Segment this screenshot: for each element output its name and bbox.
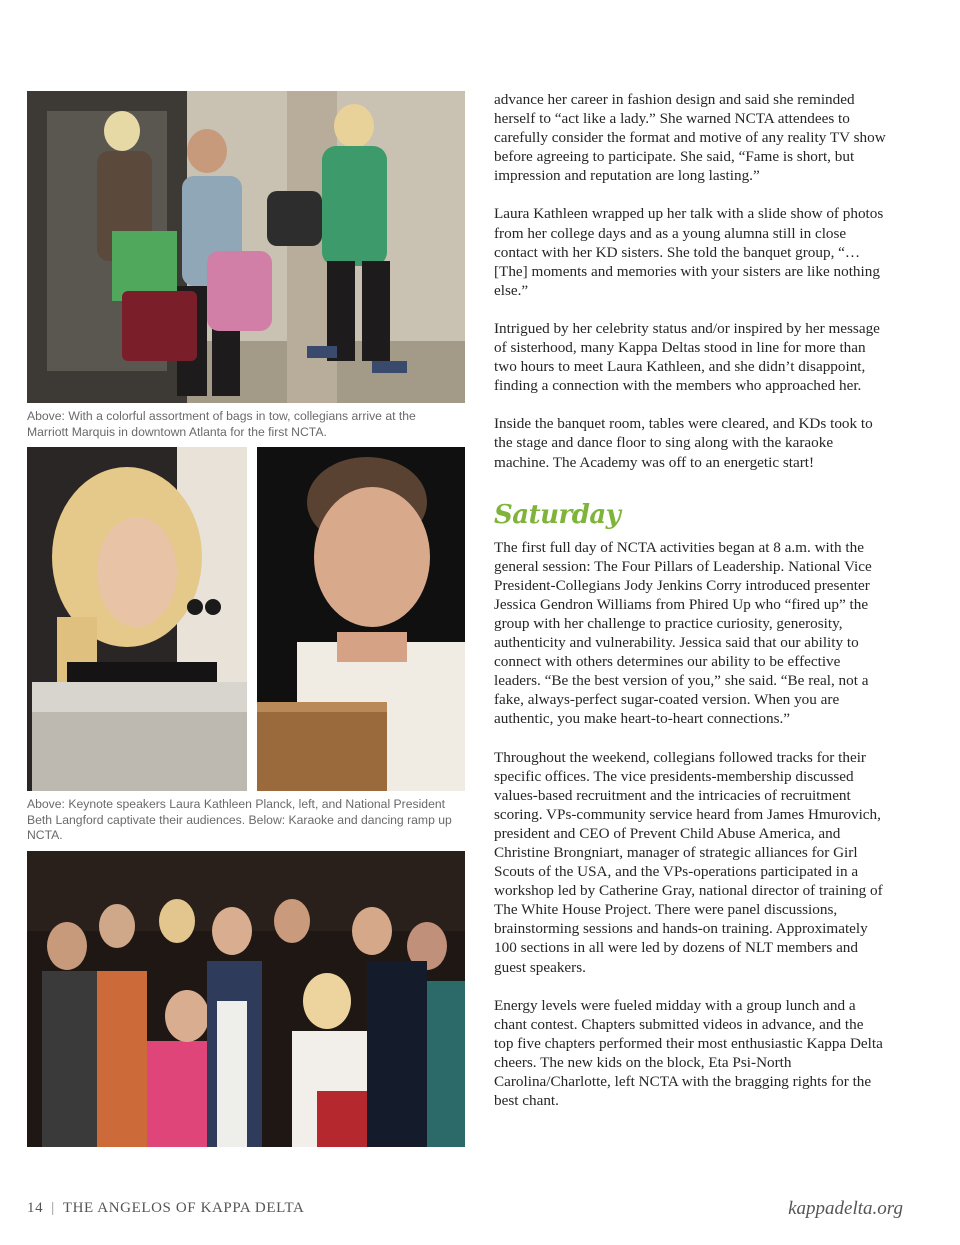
section-heading-saturday: Saturday (494, 499, 621, 530)
page-number: 14 (27, 1200, 44, 1216)
arrival-photo (27, 91, 465, 403)
article-paragraph: Energy levels were fueled midday with a group lunch and a chant contest. Chapters submitted videos in advance, and the top five chapters performed their most enthusiastic Kappa Delta cheers. The new kids on the block, Eta Psi-North Carolina/Charlotte, left NCTA with the bragging rights for the best chant. (494, 996, 883, 1110)
article-paragraph: Inside the banquet room, tables were cleared, and KDs took to the stage and dance floor to sing along with the karaoke machine. The Academy was off to an energetic start! (494, 415, 873, 471)
article-column (494, 90, 886, 1110)
arrival-caption: Above: With a colorful assortment of bags in tow, collegians arrive at the Marriott Marquis in downtown Atlanta for the first NCTA. (27, 409, 416, 439)
laura-photo (27, 447, 247, 791)
footer-divider: | (51, 1200, 55, 1216)
article-paragraph: advance her career in fashion design and said she reminded herself to “act like a lady.” She warned NCTA attendees to carefully consider the format and motive of any reality TV show before agreeing to participate. She said, “Fame is short, but impression and reputation are long lasting.” (494, 91, 886, 185)
karaoke-photo (27, 851, 465, 1147)
website-link[interactable]: kappadelta.org (788, 1198, 903, 1219)
article-paragraph: The first full day of NCTA activities began at 8 a.m. with the general session: The Four Pillars of Leadership. National Vice President-Collegians Jody Jenkins Corry introduced presenter Jessica Gendron Williams from Phired Up who “fired up” the group with her challenge to practice curiosity, generosity, authenticity and vulnerability. Jessica said that our ability to connect with others determines our ability to be effective leaders. “Be the best version of you,” she said. “Be real, not a fake, always-perfect sugar-coated version. When you are authentic, you make heart-to-heart connections.” (494, 538, 872, 728)
keynote-caption: Above: Keynote speakers Laura Kathleen Planck, left, and National President Beth Langford captivate their audiences. Below: Karaoke and dancing ramp up NCTA. (27, 797, 452, 842)
beth-photo (257, 447, 465, 791)
publication-title: THE ANGELOS OF KAPPA DELTA (62, 1200, 305, 1216)
article-paragraph: Throughout the weekend, collegians followed tracks for their specific offices. The vice presidents-membership discussed values-based recruitment and the intricacies of recruitment scoring. VPs-community service heard from James Hmurovich, president and CEO of Prevent Child Abuse America, and Christine Brongniart, manager of strategic alliances for Girl Scouts of the USA, and the VPs-operations participated in a workshop led by Catherine Gray, national director of training of The White House Project. There were panel discussions, brainstorming sessions and hands-on training. Approximately 100 sections in all were led by dozens of NLT members and guest speakers. (494, 748, 883, 976)
footer-publication (27, 1200, 304, 1217)
article-paragraph: Laura Kathleen wrapped up her talk with a slide show of photos from her college days and as a young alumna still in close contact with her KD sisters. She told the banquet group, “… [The] moments and memories with your sisters are like nothing else.” (494, 205, 884, 299)
article-paragraph: Intrigued by her celebrity status and/or inspired by her message of sisterhood, many Kappa Deltas stood in line for more than two hours to meet Laura Kathleen, and she didn’t disappoint, finding a connection with the members who approached her. (494, 319, 880, 395)
